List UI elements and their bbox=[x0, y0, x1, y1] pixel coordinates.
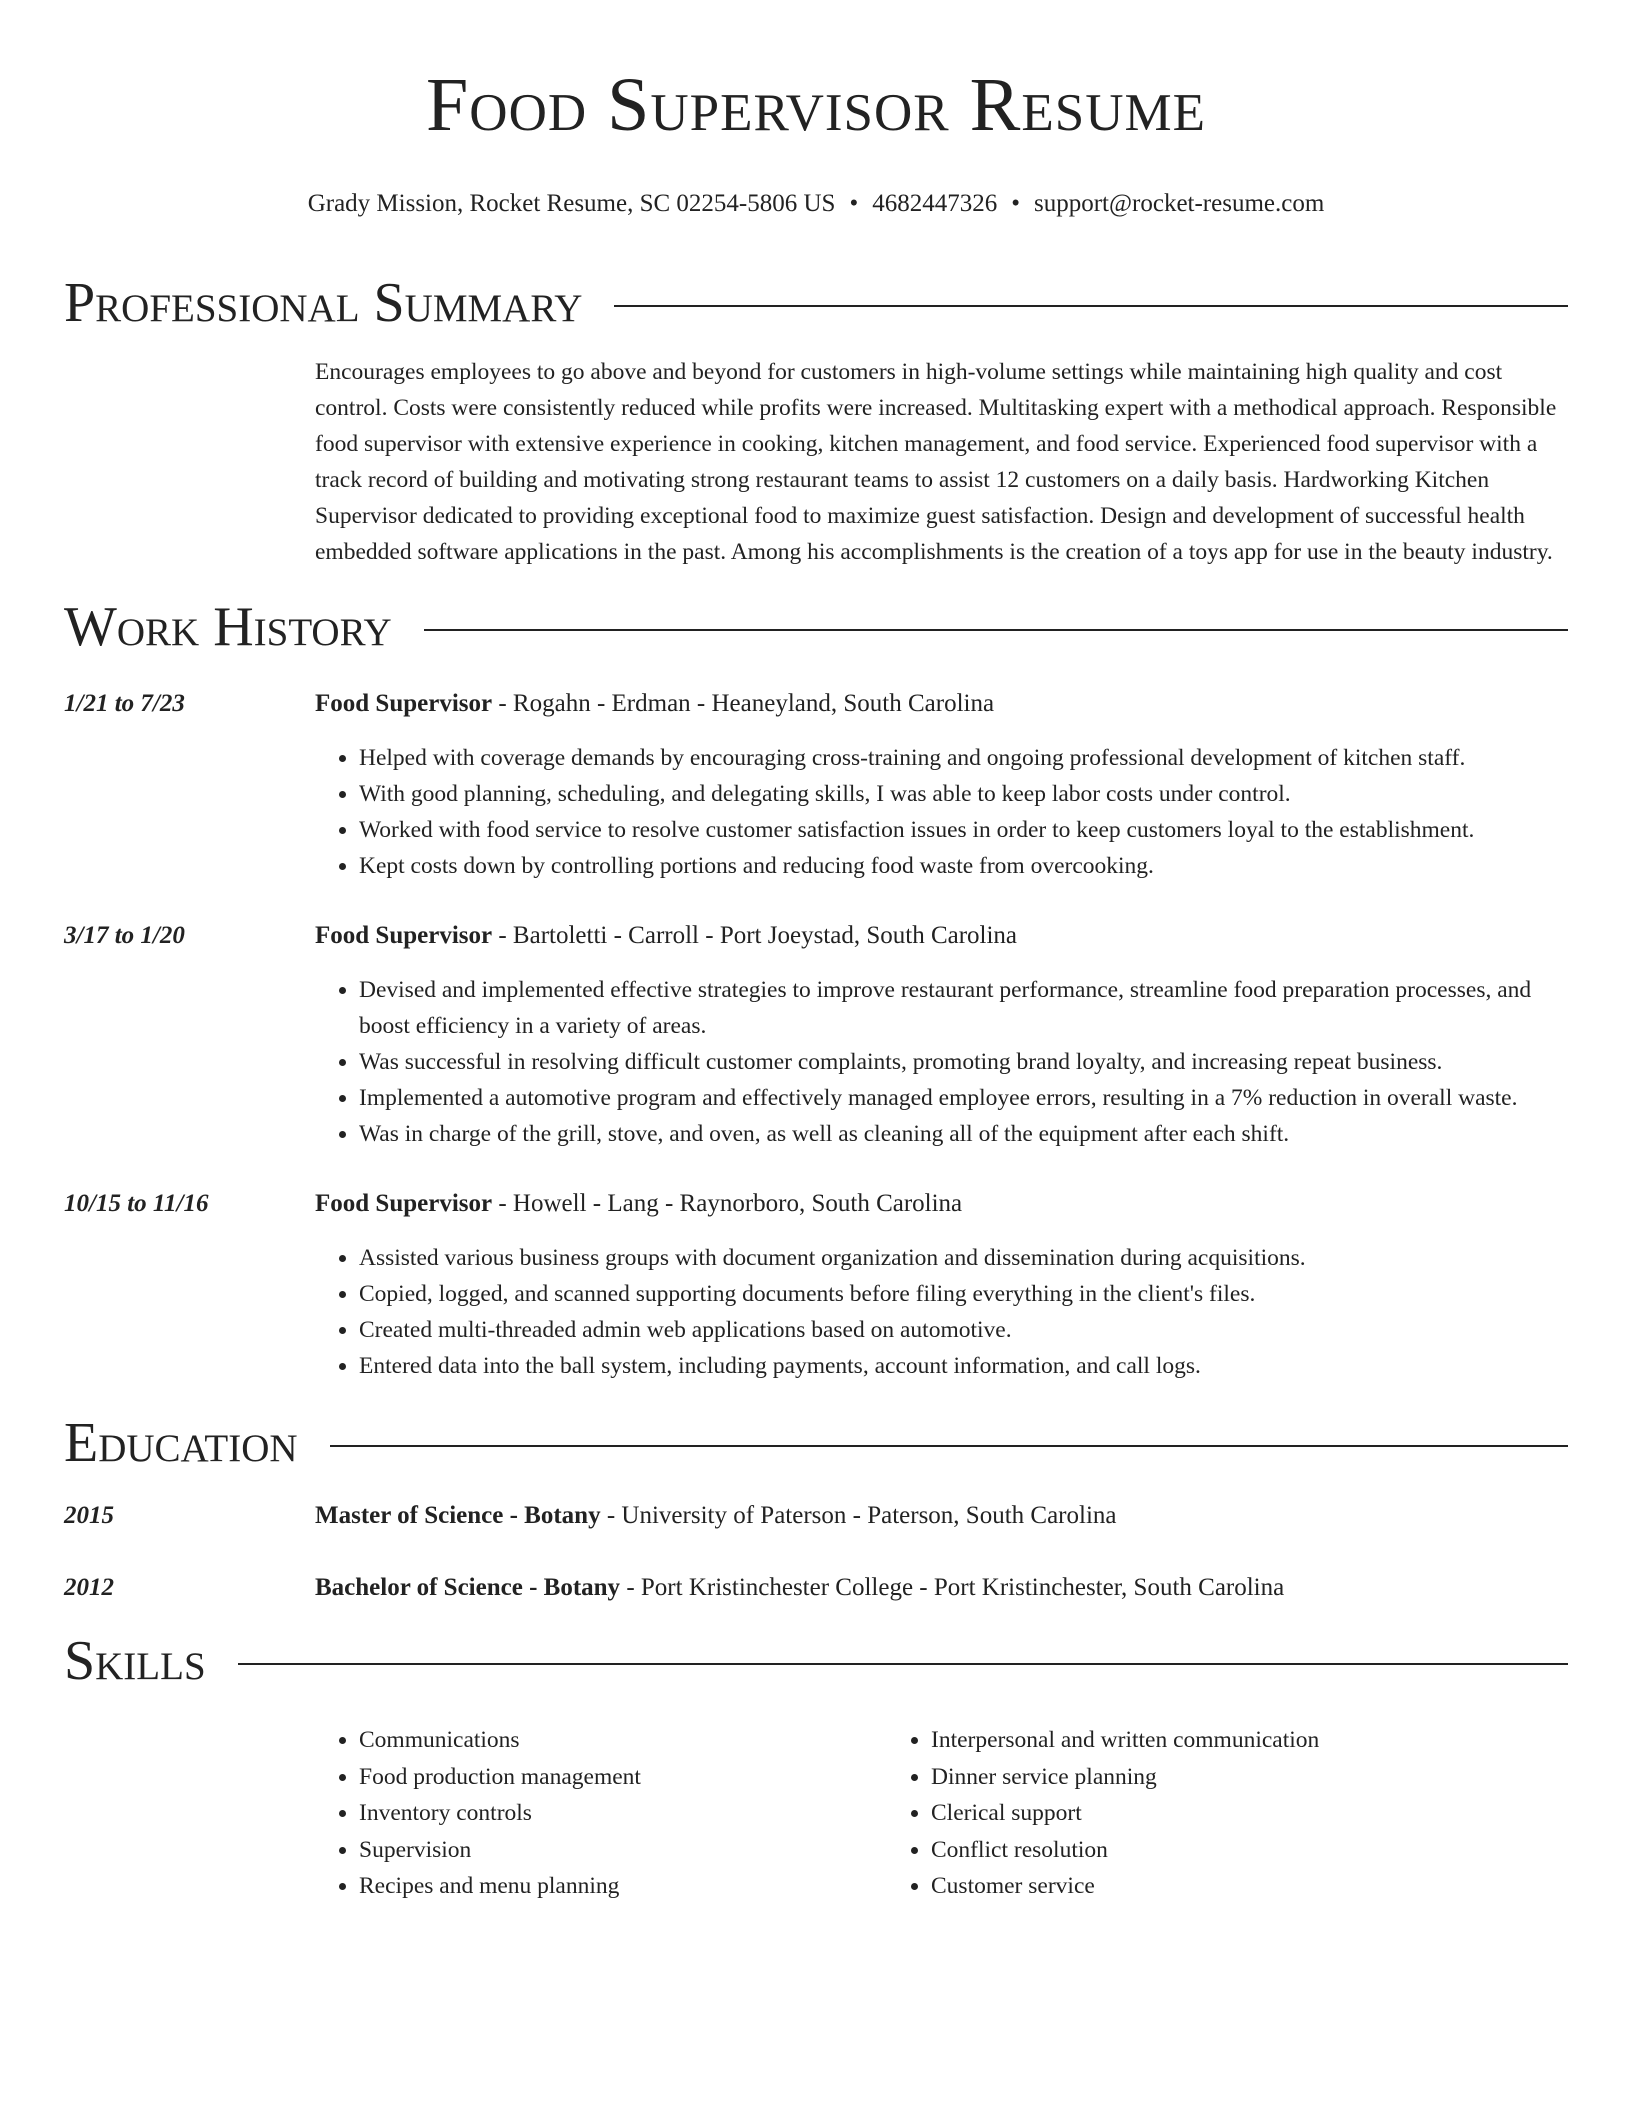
education-degree: Bachelor of Science - Botany bbox=[315, 1574, 621, 1601]
job-role-line bbox=[315, 918, 1568, 954]
skill-item: • Supervision bbox=[359, 1832, 887, 1869]
skill-item: • Dinner service planning bbox=[931, 1759, 1459, 1796]
education-header bbox=[64, 1410, 1568, 1476]
contact-address: Grady Mission, Rocket Resume, SC 02254-5806 US bbox=[307, 190, 836, 217]
job-bullet: • Copied, logged, and scanned supporting documents before filing everything in the client's files. bbox=[359, 1276, 1568, 1312]
section-divider bbox=[330, 1445, 1568, 1447]
skills-grid bbox=[315, 1722, 1568, 1905]
work-history-heading: Work History bbox=[64, 596, 392, 658]
skills-column-left bbox=[315, 1722, 887, 1905]
job-header bbox=[64, 1186, 1568, 1384]
skills-header bbox=[64, 1628, 1568, 1694]
education-body bbox=[315, 1498, 1568, 1534]
job-body bbox=[315, 1186, 1568, 1384]
skills-section bbox=[64, 1628, 1568, 1905]
contact-line bbox=[64, 188, 1568, 220]
education-heading: Education bbox=[64, 1412, 298, 1474]
job-header bbox=[64, 686, 1568, 884]
contact-separator: • bbox=[849, 190, 859, 217]
education-section bbox=[64, 1410, 1568, 1606]
skill-item: • Recipes and menu planning bbox=[359, 1868, 887, 1905]
job-details: - Howell - Lang - Raynorboro, South Carolina bbox=[492, 1190, 963, 1217]
job-entry bbox=[64, 918, 1568, 1152]
skill-item: • Inventory controls bbox=[359, 1795, 887, 1832]
job-header bbox=[64, 918, 1568, 1152]
job-body bbox=[315, 686, 1568, 884]
job-bullet: • Kept costs down by controlling portions and reducing food waste from overcooking. bbox=[359, 848, 1568, 884]
job-bullet: • Created multi-threaded admin web applications based on automotive. bbox=[359, 1312, 1568, 1348]
summary-header bbox=[64, 270, 1568, 336]
section-divider bbox=[614, 305, 1568, 307]
job-entry bbox=[64, 686, 1568, 884]
skills-heading: Skills bbox=[64, 1630, 206, 1692]
summary-heading: Professional Summary bbox=[64, 272, 583, 334]
job-bullets bbox=[315, 1240, 1568, 1384]
skill-item: • Customer service bbox=[931, 1868, 1459, 1905]
education-entry bbox=[64, 1570, 1568, 1606]
job-bullets bbox=[315, 740, 1568, 884]
contact-separator: • bbox=[1011, 190, 1020, 217]
education-details: - Port Kristinchester College - Port Kristinchester, South Carolina bbox=[620, 1574, 1285, 1601]
job-dates: 1/21 to 7/23 bbox=[64, 690, 185, 717]
section-divider bbox=[424, 629, 1568, 631]
contact-phone: 4682447326 bbox=[872, 190, 998, 217]
summary-section bbox=[64, 270, 1568, 570]
job-bullet: • Implemented a automotive program and effectively managed employee errors, resulting in a 7% reduction in overall waste. bbox=[359, 1080, 1568, 1116]
skill-item: • Clerical support bbox=[931, 1795, 1459, 1832]
job-bullet: • Entered data into the ball system, including payments, account information, and call logs. bbox=[359, 1348, 1568, 1384]
job-role-line bbox=[315, 686, 1568, 722]
skill-item: • Food production management bbox=[359, 1759, 887, 1796]
education-entry bbox=[64, 1498, 1568, 1534]
job-role-line bbox=[315, 1186, 1568, 1222]
job-bullet: • Helped with coverage demands by encouraging cross-training and ongoing professional development of kitchen staff. bbox=[359, 740, 1568, 776]
job-body bbox=[315, 918, 1568, 1152]
job-bullet: • With good planning, scheduling, and delegating skills, I was able to keep labor costs under control. bbox=[359, 776, 1568, 812]
job-bullets bbox=[315, 972, 1568, 1152]
job-bullet: • Was successful in resolving difficult customer complaints, promoting brand loyalty, and increasing repeat business. bbox=[359, 1044, 1568, 1080]
job-bullet: • Devised and implemented effective strategies to improve restaurant performance, streamline food preparation processes, and boost efficiency in a variety of areas. bbox=[359, 972, 1568, 1044]
job-dates: 3/17 to 1/20 bbox=[64, 922, 185, 949]
job-bullet: • Was in charge of the grill, stove, and oven, as well as cleaning all of the equipment after each shift. bbox=[359, 1116, 1568, 1152]
contact-email: support@rocket-resume.com bbox=[1034, 190, 1325, 217]
job-title: Food Supervisor bbox=[315, 922, 493, 949]
job-entry bbox=[64, 1186, 1568, 1384]
education-degree: Master of Science - Botany bbox=[315, 1502, 601, 1529]
skill-item: • Conflict resolution bbox=[931, 1832, 1459, 1869]
job-bullet: • Worked with food service to resolve customer satisfaction issues in order to keep customers loyal to the establishment. bbox=[359, 812, 1568, 848]
education-details: - University of Paterson - Paterson, South Carolina bbox=[600, 1502, 1117, 1529]
education-year: 2012 bbox=[64, 1574, 114, 1601]
skill-item: • Communications bbox=[359, 1722, 887, 1759]
section-divider bbox=[238, 1663, 1568, 1665]
work-history-section bbox=[64, 594, 1568, 1384]
job-dates: 10/15 to 11/16 bbox=[64, 1190, 209, 1217]
skill-item: • Interpersonal and written communication bbox=[931, 1722, 1459, 1759]
summary-text: Encourages employees to go above and beyond for customers in high-volume settings while maintaining high quality and cost control. Costs were consistently reduced while profits were increased. Multitasking expert with a methodical approach. Responsible food supervisor with extensive experience in cooking, kitchen management, and food service. Experienced food supervisor with a track record of building and motivating strong restaurant teams to assist 12 customers on a daily basis. Hardworking Kitchen Supervisor dedicated to providing exceptional food to maximize guest satisfaction. Design and development of successful health embedded software applications in the past. Among his accomplishments is the creation of a toys app for use in the beauty industry. bbox=[315, 359, 1557, 565]
job-title: Food Supervisor bbox=[315, 1190, 493, 1217]
skills-column-right bbox=[887, 1722, 1459, 1905]
education-body bbox=[315, 1570, 1568, 1606]
job-details: - Bartoletti - Carroll - Port Joeystad, South Carolina bbox=[492, 922, 1018, 949]
resume-title: Food Supervisor Resume bbox=[426, 63, 1206, 147]
job-title: Food Supervisor bbox=[315, 690, 493, 717]
education-year: 2015 bbox=[64, 1502, 114, 1529]
work-history-header bbox=[64, 594, 1568, 660]
job-details: - Rogahn - Erdman - Heaneyland, South Carolina bbox=[492, 690, 995, 717]
job-bullet: • Assisted various business groups with document organization and dissemination during acquisitions. bbox=[359, 1240, 1568, 1276]
